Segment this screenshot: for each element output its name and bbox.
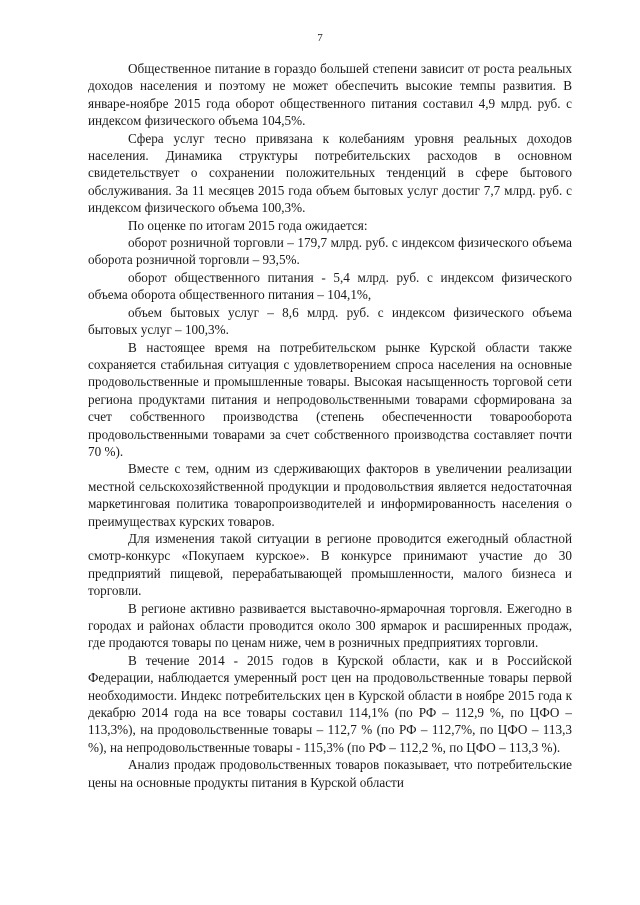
document-body [88,60,572,791]
paragraph-services: Сфера услуг тесно привязана к колебаниям уровня реальных доходов населения. Динамика структуры потребительских расходов в основном свидетельствует о сохранении положительных тенденций в сфере бытового обслуживания. За 11 месяцев 2015 года объем бытовых услуг достиг 7,7 млрд. руб. с индексом физического объема 100,3%. [88,130,572,216]
paragraph-catering: Общественное питание в гораздо большей степени зависит от роста реальных доходов населения и поэтому не может обеспечить высокие темпы развития. В январе-ноябре 2015 года оборот общественного питания составил 4,9 млрд. руб. с индексом физического объема 104,5%. [88,61,572,129]
paragraph-forecast-retail: оборот розничной торговли – 179,7 млрд. руб. с индексом физического объема оборота розничной торговли – 93,5%. [88,235,572,268]
paragraph-forecast-catering: оборот общественного питания - 5,4 млрд. руб. с индексом физического объема оборота общественного питания – 104,1%, [88,269,572,303]
page-number: 7 [317,32,323,44]
paragraph-constraints: Вместе с тем, одним из сдерживающих факторов в увеличении реализации местной сельскохозяйственной продукции и продовольствия является недостаточная маркетинговая политика товаропроизводителей и информированность населения о преимуществах курских товаров. [88,461,572,529]
paragraph-forecast-services: объем бытовых услуг – 8,6 млрд. руб. с индексом физического объема бытовых услуг – 100,3%. [88,304,572,338]
paragraph-fairs: В регионе активно развивается выставочно-ярмарочная торговля. Ежегодно в городах и районах области проводится около 300 ярмарок и расширенных продаж, где продаются товары по ценам ниже, чем в розничных предприятиях торговли. [88,600,572,651]
paragraph-consumer-market: В настоящее время на потребительском рынке Курской области также сохраняется стабильная ситуация с удовлетворением спроса населения на основные продовольственные и промышленные товары. Высокая насыщенность торговой сети региона продуктами питания и непродовольственными товарами сформирована за счет собственного производства (степень обеспеченности товарооборота продовольственными товарами за счет собственного производства составляет почти 70 %). [88,339,572,459]
paragraph-forecast-intro: По оценке по итогам 2015 года ожидается: [128,217,368,233]
paragraph-prices: В течение 2014 - 2015 годов в Курской области, как и в Российской Федерации, наблюдается умеренный рост цен на продовольственные товары первой необходимости. Индекс потребительских цен в Курской области в ноябре 2015 года к декабрю 2014 года на все товары составил 114,1% (по РФ – 112,9 %, по ЦФО – 113,3%), на продовольственные товары – 112,7 % (по РФ – 112,7%, по ЦФО – 113,3 %), на непродовольственные товары - 115,3% (по РФ – 112,2 %, по ЦФО – 113,3 %). [88,652,572,755]
paragraph-sales-analysis: Анализ продаж продовольственных товаров показывает, что потребительские цены на основные продукты питания в Курской области [88,757,572,790]
paragraph-contest: Для изменения такой ситуации в регионе проводится ежегодный областной смотр-конкурс «Покупаем курское». В конкурсе принимают участие до 30 предприятий пищевой, перерабатывающей промышленности, малого бизнеса и торговли. [88,530,572,599]
